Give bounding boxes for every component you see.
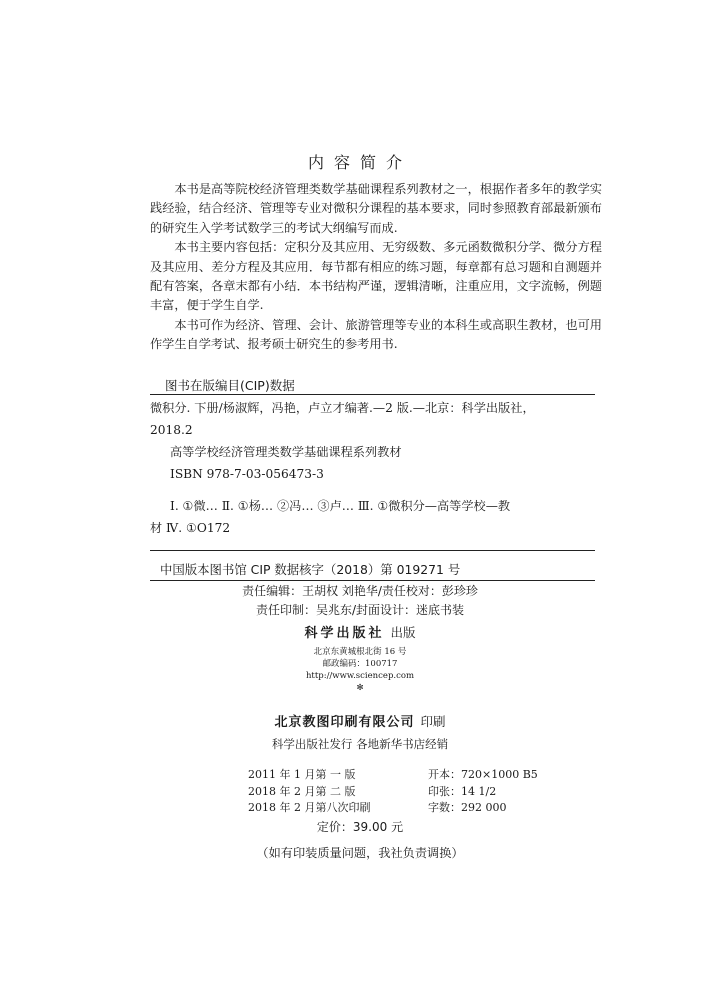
cip-title-line-cont: 2018.2 xyxy=(150,423,193,437)
edition-spec: 字数：292 000 xyxy=(428,801,507,814)
staff-credits xyxy=(0,582,720,620)
cip-top-rule xyxy=(150,394,595,395)
edition-date: 2011 年 1 月第 一 版 xyxy=(248,768,356,781)
edition-table xyxy=(248,767,538,817)
price: 定价：39.00 元 xyxy=(316,820,404,834)
publisher-suffix: 出版 xyxy=(390,625,416,640)
publisher-address: 北京东黄城根北街 16 号 xyxy=(313,647,407,657)
edition-spec: 开本：720×1000 B5 xyxy=(428,768,538,781)
printer-line xyxy=(0,711,720,730)
cip-bottom-rule xyxy=(150,580,595,581)
cip-classification-line: Ⅰ. ①微… Ⅱ. ①杨… ②冯… ③卢… Ⅲ. ①微积分—高等学校—教 xyxy=(170,499,511,513)
page-title: 内容简介 xyxy=(307,153,412,172)
edition-row xyxy=(248,767,538,784)
cip-number: 中国版本图书馆 CIP 数据核字（2018）第 019271 号 xyxy=(160,562,461,577)
cip-classification-line-cont: 材 Ⅳ. ①O172 xyxy=(150,521,231,535)
edition-date: 2018 年 2 月第八次印刷 xyxy=(248,801,371,814)
summary-paragraph-2: 本书主要内容包括：定积分及其应用、无穷级数、多元函数微积分学、微分方程及其应用、差分方程及其应用．每节都有相应的练习题，每章都有总习题和自测题并配有答案，各章末都有小结．本书结构严谨，逻辑清晰，注重应用，文字流畅，例题丰富，便于学生自学. xyxy=(150,240,602,313)
summary-paragraph-3: 本书可作为经济、管理、会计、旅游管理等专业的本科生或高职生教材，也可用作学生自学考试、报考硕士研究生的参考用书. xyxy=(150,317,602,352)
cip-heading: 图书在版编目(CIP)数据 xyxy=(165,378,295,393)
cip-series-line: 高等学校经济管理类数学基础课程系列教材 xyxy=(170,445,402,459)
publisher-line xyxy=(0,622,720,641)
cip-mid-rule xyxy=(150,550,595,551)
cip-record xyxy=(150,397,595,539)
content-summary xyxy=(150,180,602,355)
cip-isbn-line: ISBN 978-7-03-056473-3 xyxy=(170,467,324,481)
distribution: 科学出版社发行 各地新华书店经销 xyxy=(271,737,449,751)
edition-spec: 印张：14 1/2 xyxy=(428,784,497,798)
separator-star: ✻ xyxy=(356,683,364,693)
edition-row xyxy=(248,784,538,801)
summary-paragraph-1: 本书是高等院校经济管理类数学基础课程系列教材之一，根据作者多年的教学实践经验，结合经济、管理等专业对微积分课程的基本要求，同时参照教育部最新颁布的研究生入学考试数学三的考试大纲编写而成. xyxy=(150,182,602,235)
publisher-postcode: 邮政编码：100717 xyxy=(322,659,398,669)
printer-suffix: 印刷 xyxy=(420,714,446,729)
edition-row xyxy=(248,800,538,817)
quality-note: （如有印装质量问题，我社负责调换） xyxy=(256,846,464,860)
production-credits: 责任印制：吴兆东/封面设计：迷底书装 xyxy=(255,603,465,617)
publisher-name: 科学出版社 xyxy=(304,626,385,641)
printer-name: 北京教图印刷有限公司 xyxy=(274,715,415,730)
publisher-contact xyxy=(0,646,720,694)
editor-credits: 责任编辑：王胡权 刘艳华/责任校对：彭珍珍 xyxy=(242,584,478,598)
edition-date: 2018 年 2 月第 二 版 xyxy=(248,784,356,798)
publisher-url: http://www.sciencep.com xyxy=(305,671,415,681)
cip-title-line: 微积分. 下册/杨淑辉，冯艳，卢立才编著.—2 版.—北京：科学出版社， xyxy=(150,401,535,415)
